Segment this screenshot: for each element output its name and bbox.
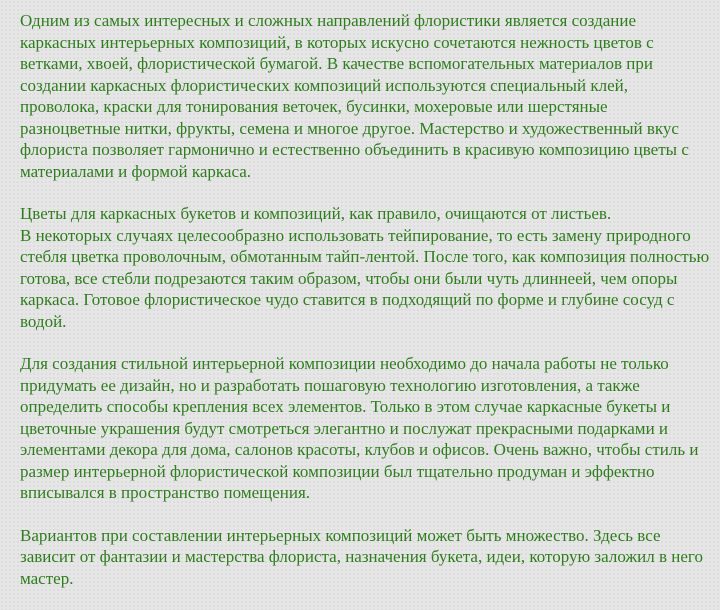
paragraph-preparation: Цветы для каркасных букетов и композиций, как правило, очищаются от листьев. В некоторых случаях целесообразно использовать тейпирование, то есть замену природного стебля цветка проволочным, обмотанным тайп-лентой. После того, как композиция полностью готова, все стебли подрезаются таким образом, чтобы они были чуть длиннеей, чем опоры каркаса. Готовое флористическое чудо ставится в подходящий по форме и глубине сосуд с водой. <box>20 204 710 331</box>
paragraph-variants: Вариантов при составлении интерьерных композиций может быть множество. Здесь все зависит от фантазии и мастерства флориста, назначения букета, идеи, которую заложил в него мастер. <box>20 525 703 588</box>
article-body <box>20 10 710 610</box>
paragraph-design: Для создания стильной интерьерной композиции необходимо до начала работы не только придумать ее дизайн, но и разработать пошаговую технологию изготовления, а также определить способы крепления всех элементов. Только в этом случае каркасные букеты и цветочные украшения будут смотреться элегантно и послужат прекрасными подарками и элементами декора для дома, салонов красоты, клубов и офисов. Очень важно, чтобы стиль и размер интерьерной флористической композиции был тщательно продуман и эффектно вписывался в пространство помещения. <box>20 354 699 502</box>
paragraph-intro: Одним из самых интересных и сложных направлений флористики является создание каркасных интерьерных композиций, в которых искусно сочетаются нежность цветов с ветками, хвоей, флористической бумагой. В качестве вспомогательных материалов при создании каркасных флористических композиций используются специальный клей, проволока, краски для тонирования веточек, бусинки, мохеровые или шерстяные разноцветные нитки, фрукты, семена и многое другое. Мастерство и художественный вкус флориста позволяет гармонично и естественно объединить в красивую композицию цветы с материалами и формой каркаса. <box>20 11 689 181</box>
